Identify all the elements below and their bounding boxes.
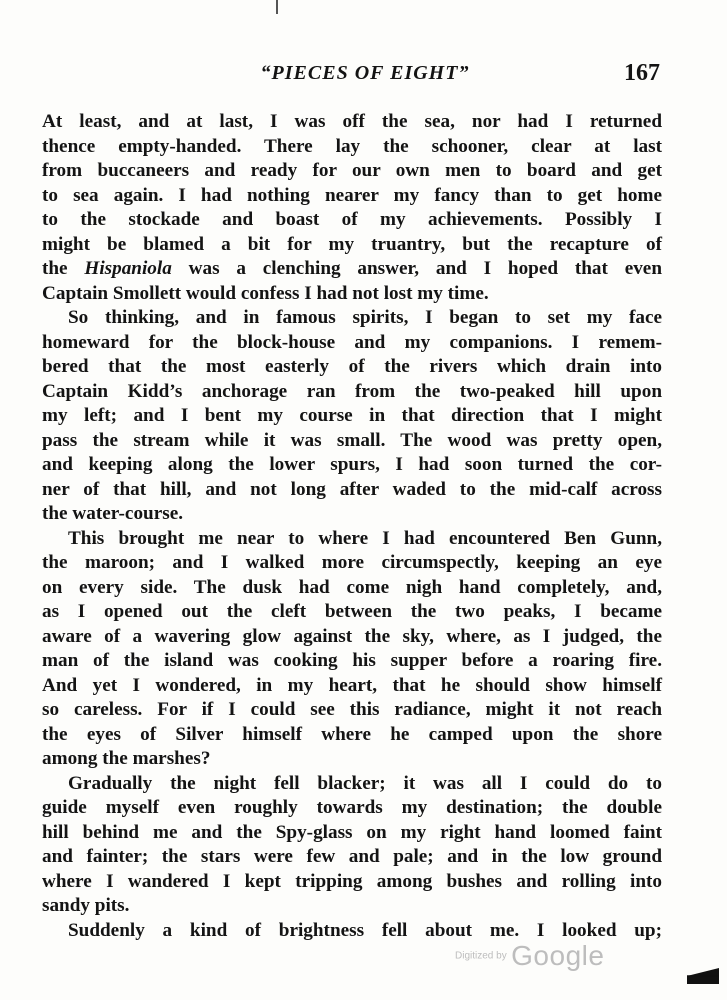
running-head — [70, 60, 660, 92]
text-line: so careless. For if I could see this radiance, might it not reach — [42, 699, 662, 720]
text-line: And yet I wondered, in my heart, that he should show himself — [42, 674, 662, 696]
text-line: Suddenly a kind of brightness fell about me. I looked up; — [68, 919, 662, 941]
text-line: and fainter; the stars were few and pale; and in the low ground — [42, 846, 662, 867]
text-line: among the marshes? — [42, 748, 211, 769]
page-number: 167 — [624, 60, 660, 86]
body-text — [42, 110, 662, 943]
text-line: to sea again. I had nothing nearer my fancy than to get home — [42, 184, 662, 206]
text-line: as I opened out the cleft between the two peaks, I became — [42, 601, 662, 622]
text-line: to the stockade and boast of my achievements. Possibly I — [42, 209, 662, 230]
text-line: sandy pits. — [42, 895, 130, 916]
text-line: ner of that hill, and not long after waded to the mid-calf across — [42, 478, 662, 500]
text-line: might be blamed a bit for my truantry, but the recapture of — [42, 233, 662, 255]
digitized-watermark — [455, 940, 604, 976]
text-line-segment: was a clenching answer, and I hoped that even — [171, 258, 662, 279]
text-line: Gradually the night fell blacker; it was all I could do to — [68, 772, 662, 794]
chapter-title: “PIECES OF EIGHT” — [260, 62, 470, 84]
text-line: my left; and I bent my course in that direction that I might — [42, 405, 662, 426]
text-line: Captain Kidd’s anchorage ran from the two-peaked hill upon — [42, 380, 662, 402]
scan-tick-mark — [276, 0, 278, 14]
text-line: where I wandered I kept tripping among bushes and rolling into — [42, 870, 662, 892]
text-line: pass the stream while it was small. The wood was pretty open, — [42, 429, 662, 451]
page-corner-mark-icon — [685, 958, 721, 986]
text-line: hill behind me and the Spy-glass on my right hand loomed faint — [42, 821, 662, 843]
text-line — [42, 257, 662, 282]
text-line: Captain Smollett would confess I had not lost my time. — [42, 282, 489, 304]
text-line: bered that the most easterly of the rivers which drain into — [42, 356, 662, 377]
watermark-logo: Google — [511, 940, 605, 971]
text-line: the eyes of Silver himself where he camped upon the shore — [42, 723, 662, 745]
text-line: guide myself even roughly towards my destination; the double — [42, 797, 662, 818]
text-line: the water-course. — [42, 503, 184, 524]
ship-name-italic: Hispaniola — [84, 258, 172, 279]
text-line: homeward for the block-house and my companions. I remem- — [42, 331, 662, 353]
text-line: from buccaneers and ready for our own men to board and get — [42, 160, 662, 181]
text-line: the maroon; and I walked more circumspectly, keeping an eye — [42, 552, 662, 573]
text-line: man of the island was cooking his supper before a roaring fire. — [42, 650, 662, 671]
text-line: At least, and at last, I was off the sea, nor had I returned — [42, 111, 662, 132]
text-line-segment: the — [42, 258, 85, 279]
watermark-prefix: Digitized by — [455, 950, 507, 962]
text-line: on every side. The dusk had come nigh hand completely, and, — [42, 576, 662, 598]
text-line: aware of a wavering glow against the sky, where, as I judged, the — [42, 625, 662, 647]
text-line: This brought me near to where I had encountered Ben Gunn, — [68, 527, 662, 549]
text-line: So thinking, and in famous spirits, I began to set my face — [68, 307, 662, 328]
text-line: and keeping along the lower spurs, I had soon turned the cor- — [42, 454, 662, 475]
text-line: thence empty-handed. There lay the schooner, clear at last — [42, 135, 662, 157]
